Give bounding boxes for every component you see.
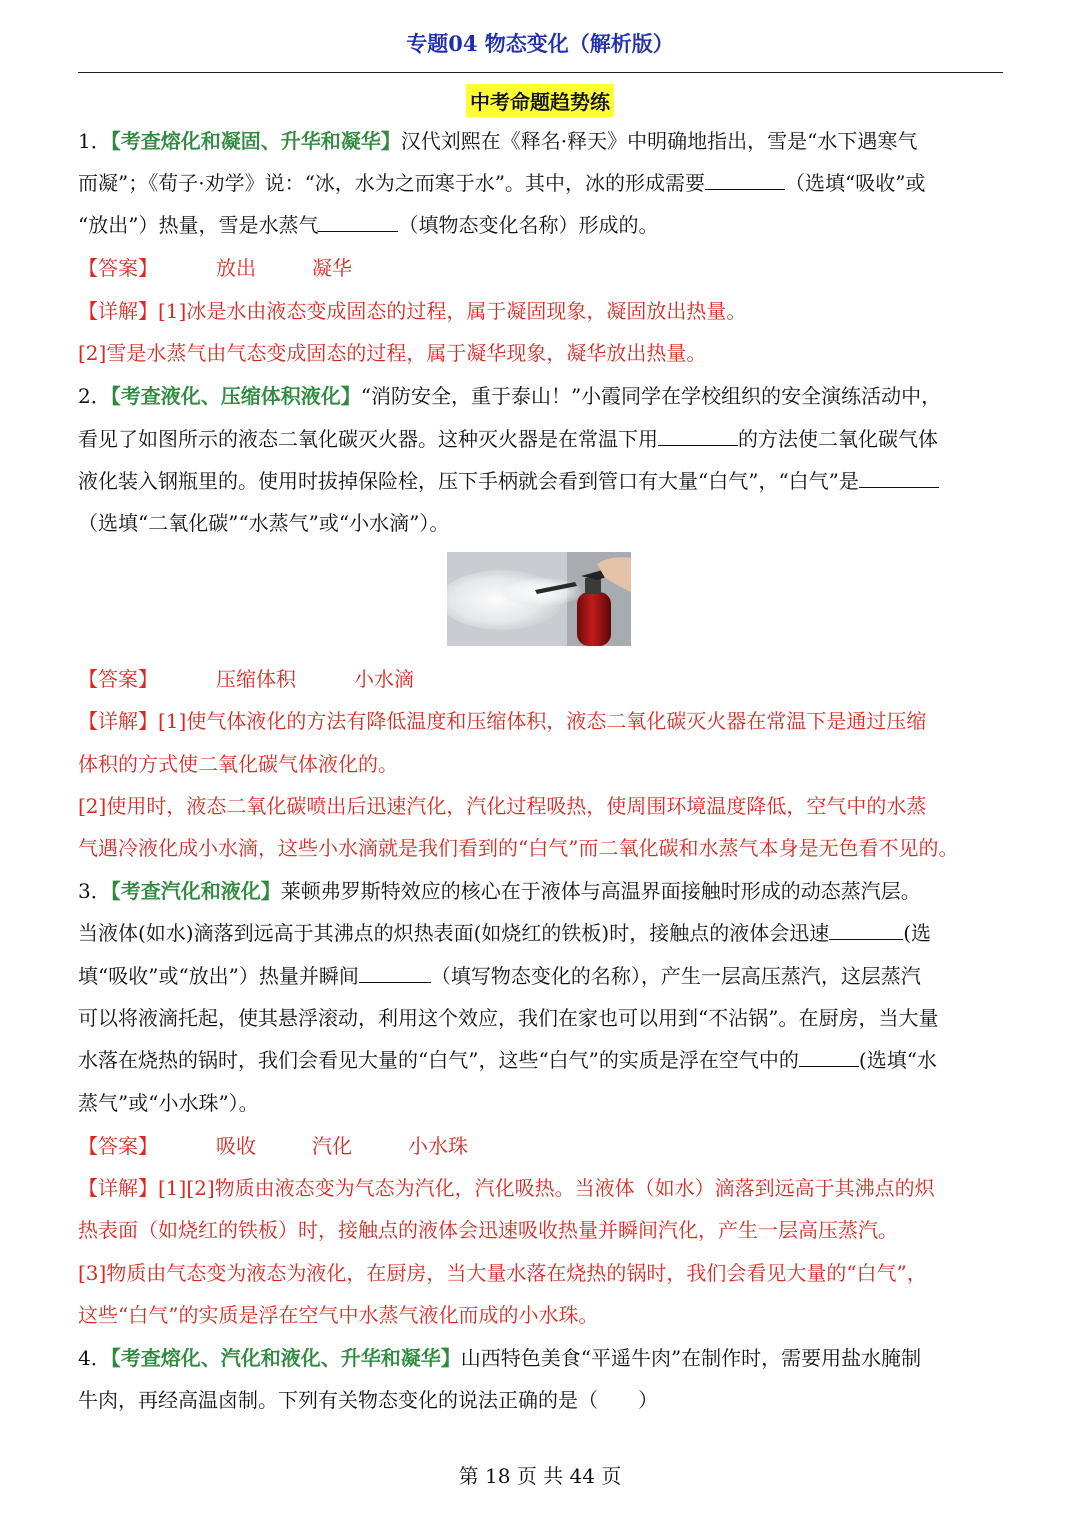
q3-detail-4 (78, 1301, 1018, 1329)
q2-detail-text: [1]使气体液化的方法有降低温度和压缩体积，液态二氧化碳灭火器在常温下是通过压缩 (158, 709, 927, 733)
q2-text: 的方法使二氧化碳气体 (738, 427, 938, 451)
q2-detail-3 (78, 792, 1018, 820)
q3-text: 莱顿弗罗斯特效应的核心在于液体与高温界面接触时形成的动态蒸汽层。 (280, 879, 921, 903)
q3-text: 当液体(如水)滴落到远高于其沸点的炽热表面(如烧红的铁板)时，接触点的液体会迅速 (78, 921, 830, 945)
q3-detail-3 (78, 1259, 1018, 1287)
q3-detail-text: 这些“白气”的实质是浮在空气中水蒸气液化而成的小水珠。 (78, 1303, 599, 1327)
detail-label: 【详解】 (78, 709, 158, 733)
q2-answer-1: 压缩体积 (216, 667, 296, 691)
q1-blank-1 (705, 169, 785, 190)
section-title-highlight: 中考命题趋势练 (466, 84, 614, 117)
q3-line-3 (78, 962, 1018, 990)
q3-text: 蒸气”或“小水珠”）。 (78, 1091, 259, 1115)
q4-number: 4． (78, 1346, 111, 1370)
fire-extinguisher-photo (447, 552, 631, 646)
q2-blank-1 (658, 425, 738, 446)
q3-text: 填“吸收”或“放出”）热量并瞬间 (78, 964, 359, 988)
q2-detail-text: [2]使用时，液态二氧化碳喷出后迅速汽化，汽化过程吸热，使周围环境温度降低，空气中的水蒸 (78, 794, 927, 818)
q2-line-3 (78, 467, 1018, 495)
q1-detail-2 (78, 339, 1018, 367)
q2-detail-2 (78, 750, 1018, 778)
q4-text: 山西特色美食“平遥牛肉”在制作时，需要用盐水腌制 (460, 1346, 922, 1370)
q3-text: （填写物态变化的名称），产生一层高压蒸汽，这层蒸汽 (430, 964, 921, 988)
q3-line-6 (78, 1089, 1018, 1117)
q1-line-1 (78, 127, 1018, 155)
q2-topic-tag: 【考查液化、压缩体积液化】 (110, 384, 361, 408)
q3-number: 3． (78, 879, 111, 903)
answer-label: 【答案】 (78, 667, 158, 691)
q2-text: 看见了如图所示的液态二氧化碳灭火器。这种灭火器是在常温下用 (78, 427, 658, 451)
q2-blank-2 (859, 467, 939, 488)
q3-answer (78, 1132, 1018, 1160)
q3-line-5 (78, 1046, 1018, 1074)
q2-detail-text: 体积的方式使二氧化碳气体液化的。 (78, 752, 398, 776)
q1-text: 汉代刘熙在《释名·释天》中明确地指出，雪是“水下遇寒气 (400, 129, 918, 153)
q1-text: （选填“吸收”或 (785, 171, 926, 195)
answer-label: 【答案】 (78, 256, 158, 280)
detail-label: 【详解】 (78, 1176, 158, 1200)
q1-text: 而凝”；《荀子·劝学》说：“冰，水为之而寒于水”。其中，冰的形成需要 (78, 171, 706, 195)
q1-answer-1: 放出 (216, 256, 256, 280)
q1-text: （填物态变化名称）形成的。 (398, 213, 659, 237)
q3-topic-tag: 【考查汽化和液化】 (110, 879, 281, 903)
q3-text: (选填“水 (858, 1048, 937, 1072)
q4-topic-tag: 【考查熔化、汽化和液化、升华和凝华】 (110, 1346, 461, 1370)
q2-answer (78, 665, 1018, 693)
detail-label: 【详解】 (78, 299, 158, 323)
q3-answer-3: 小水珠 (408, 1134, 468, 1158)
q4-text: 牛肉，再经高温卤制。下列有关物态变化的说法正确的是（ ） (78, 1388, 658, 1412)
q2-number: 2． (78, 384, 111, 408)
q3-detail-text: [3]物质由气态变为液态为液化，在厨房，当大量水落在烧热的锅时，我们会看见大量的“白气”， (78, 1261, 927, 1285)
q3-detail-text: 热表面（如烧红的铁板）时，接触点的液体会迅速吸收热量并瞬间汽化，产生一层高压蒸汽。 (78, 1218, 898, 1242)
q3-answer-1: 吸收 (216, 1134, 256, 1158)
q2-text: （选填“二氧化碳”“水蒸气”或“小水滴”）。 (78, 511, 450, 535)
q2-detail-4 (78, 834, 1018, 862)
q3-text: 可以将液滴托起，使其悬浮滚动，利用这个效应，我们在家也可以用到“不沾锅”。在厨房，当大量 (78, 1006, 939, 1030)
q3-text: 水落在烧热的锅时，我们会看见大量的“白气”，这些“白气”的实质是浮在空气中的 (78, 1048, 799, 1072)
q3-blank-1 (829, 919, 903, 940)
q3-text: (选 (903, 921, 932, 945)
q1-detail-1 (78, 297, 1018, 325)
q1-line-2 (78, 169, 1018, 197)
q1-detail-text: [2]雪是水蒸气由气态变成固态的过程，属于凝华现象，凝华放出热量。 (78, 341, 707, 365)
fire-extinguisher-illustration (447, 552, 631, 646)
q1-answer-2: 凝华 (312, 256, 352, 280)
q3-detail-1 (78, 1174, 1018, 1202)
q1-text: “放出”）热量，雪是水蒸气 (78, 213, 319, 237)
q4-line-1 (78, 1344, 1018, 1372)
q1-number: 1． (78, 129, 111, 153)
q3-line-4 (78, 1004, 1018, 1032)
page-footer: 第 18 页 共 44 页 (458, 1464, 622, 1488)
document-header-title: 专题04 物态变化（解析版） (406, 31, 674, 56)
q3-answer-2: 汽化 (312, 1134, 352, 1158)
q1-topic-tag: 【考查熔化和凝固、升华和凝华】 (110, 129, 401, 153)
q3-detail-text: [1][2]物质由液态变为气态为汽化，汽化吸热。当液体（如水）滴落到远高于其沸点的炽 (158, 1176, 935, 1200)
q4-line-2 (78, 1386, 1018, 1414)
q2-detail-1 (78, 707, 1018, 735)
q2-text: 液化装入钢瓶里的。使用时拔掉保险栓，压下手柄就会看到管口有大量“白气”，“白气”是 (78, 469, 859, 493)
q3-line-1 (78, 877, 1018, 905)
q2-text: “消防安全，重于泰山！”小霞同学在学校组织的安全演练活动中， (360, 384, 942, 408)
q3-line-2 (78, 919, 1018, 947)
q1-line-3 (78, 211, 1018, 239)
q1-answer (78, 254, 1018, 282)
header-divider (78, 72, 1003, 73)
q3-blank-3 (799, 1046, 859, 1067)
q1-detail-text: [1]冰是水由液态变成固态的过程，属于凝固现象，凝固放出热量。 (158, 299, 747, 323)
q2-line-4 (78, 509, 1018, 537)
q2-answer-2: 小水滴 (354, 667, 414, 691)
q2-detail-text: 气遇冷液化成小水滴，这些小水滴就是我们看到的“白气”而二氧化碳和水蒸气本身是无色看不见的。 (78, 836, 959, 860)
q2-line-2 (78, 425, 1018, 453)
section-title (0, 84, 1080, 117)
q2-line-1 (78, 382, 1018, 410)
answer-label: 【答案】 (78, 1134, 158, 1158)
q3-detail-2 (78, 1216, 1018, 1244)
q1-blank-2 (318, 211, 398, 232)
q3-blank-2 (359, 962, 431, 983)
